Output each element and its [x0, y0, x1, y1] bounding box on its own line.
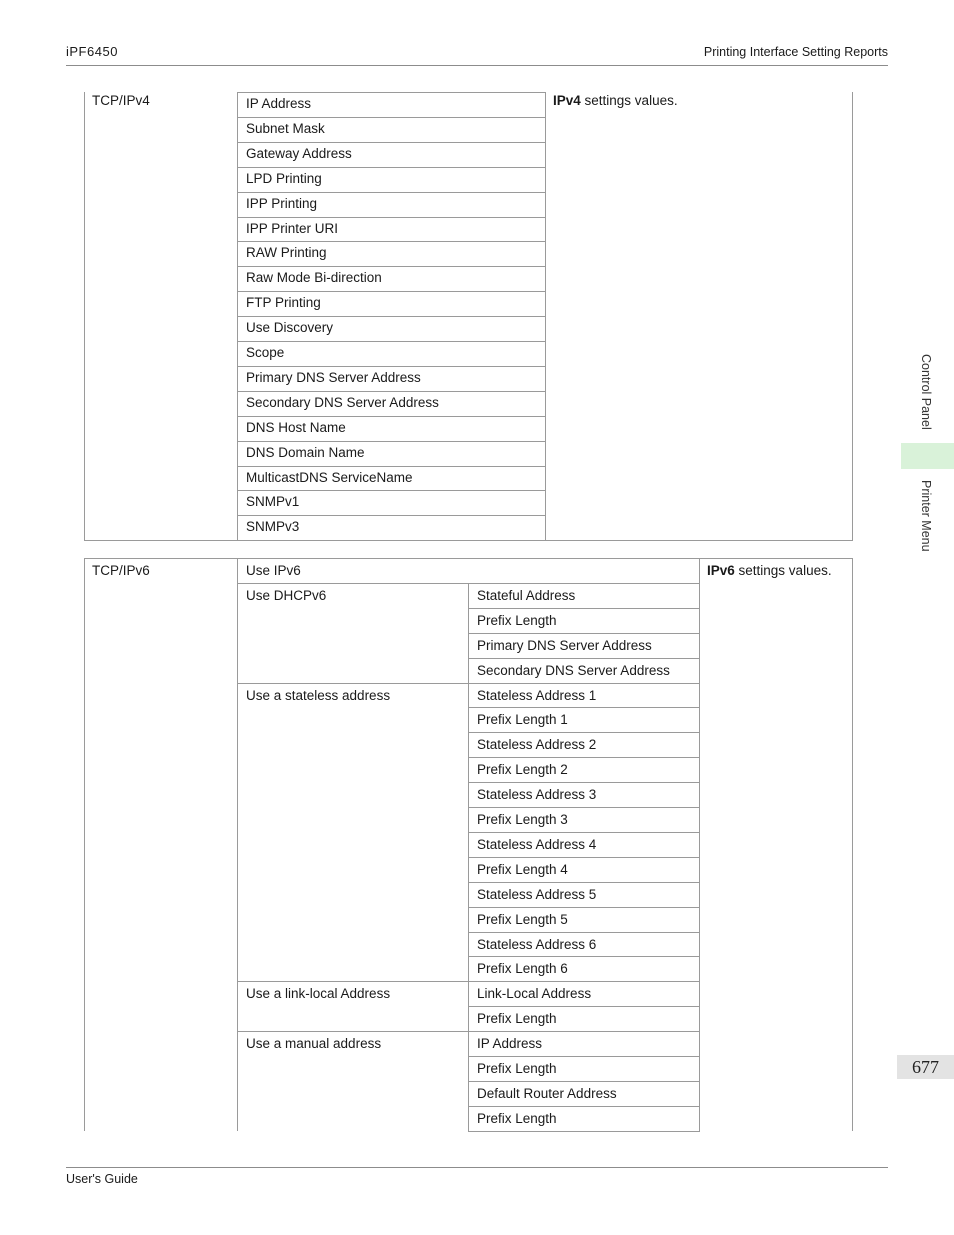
ipv4-setting-item: SNMPv3 — [246, 519, 300, 534]
row-divider — [237, 117, 546, 118]
row-divider — [468, 633, 700, 634]
table-right-border — [852, 92, 853, 541]
ipv6-setting-item: Link-Local Address — [477, 986, 592, 1001]
column-divider — [699, 558, 700, 1132]
row-divider — [237, 266, 546, 267]
row-divider — [468, 658, 700, 659]
ipv4-setting-item: FTP Printing — [246, 295, 321, 310]
row-divider — [468, 832, 700, 833]
description-keyword: IPv4 — [553, 93, 581, 108]
row-divider — [468, 1056, 700, 1057]
description-text: settings values. — [734, 563, 832, 578]
row-divider — [468, 882, 700, 883]
active-tab-marker — [901, 443, 954, 469]
row-divider — [237, 366, 546, 367]
ipv6-setting-item: Prefix Length 6 — [477, 961, 568, 976]
row-divider — [468, 608, 700, 609]
ipv6-setting-item: Prefix Length — [477, 1061, 557, 1076]
row-divider — [237, 142, 546, 143]
ipv6-setting-item: Prefix Length 1 — [477, 712, 568, 727]
ipv4-setting-item: LPD Printing — [246, 171, 322, 186]
row-divider — [468, 857, 700, 858]
ipv6-setting-item: Stateless Address 5 — [477, 887, 597, 902]
row-divider — [237, 341, 546, 342]
ipv6-setting-item: Default Router Address — [477, 1086, 617, 1101]
ipv6-setting-item: Stateless Address 3 — [477, 787, 597, 802]
table-left-border — [84, 92, 85, 541]
ipv6-section-label: TCP/IPv6 — [92, 563, 150, 578]
row-divider — [237, 441, 546, 442]
ipv6-setting-item: Stateless Address 1 — [477, 688, 597, 703]
header-section-title: Printing Interface Setting Reports — [703, 45, 888, 59]
ipv6-setting-item: Secondary DNS Server Address — [477, 663, 670, 678]
row-divider — [468, 707, 700, 708]
ipv4-setting-item: IP Address — [246, 96, 312, 111]
row-divider — [468, 956, 700, 957]
row-divider — [237, 167, 546, 168]
ipv6-setting-item: Primary DNS Server Address — [477, 638, 652, 653]
table-left-border — [84, 558, 85, 1131]
ipv6-setting-item: Prefix Length — [477, 1011, 557, 1026]
row-divider — [237, 291, 546, 292]
ipv4-description — [553, 93, 678, 109]
ipv4-setting-item: Subnet Mask — [246, 121, 325, 136]
ipv6-setting-item: Stateless Address 2 — [477, 737, 597, 752]
ipv6-top-setting-item: Use IPv6 — [246, 563, 301, 578]
row-divider — [468, 757, 700, 758]
row-divider — [468, 1006, 700, 1007]
row-divider — [237, 466, 546, 467]
row-divider — [237, 416, 546, 417]
ipv6-group-name: Use a manual address — [246, 1036, 382, 1051]
row-divider — [468, 932, 700, 933]
row-divider — [237, 241, 546, 242]
ipv4-setting-item: Use Discovery — [246, 320, 334, 335]
tab-control-panel[interactable]: Control Panel — [919, 354, 933, 430]
ipv6-setting-item: Prefix Length 2 — [477, 762, 568, 777]
ipv6-group-name: Use a stateless address — [246, 688, 391, 703]
row-divider — [237, 490, 546, 491]
footer-rule — [66, 1167, 888, 1168]
row-divider — [237, 92, 546, 93]
ipv4-setting-item: Gateway Address — [246, 146, 352, 161]
row-divider — [237, 192, 546, 193]
ipv6-setting-item: Stateful Address — [477, 588, 576, 603]
row-divider — [468, 907, 700, 908]
ipv4-setting-item: IPP Printer URI — [246, 221, 339, 236]
footer-guide-title: User's Guide — [66, 1172, 138, 1186]
ipv4-section-label: TCP/IPv4 — [92, 93, 150, 108]
row-divider — [237, 217, 546, 218]
row-divider — [468, 732, 700, 733]
ipv4-setting-item: DNS Host Name — [246, 420, 346, 435]
ipv6-setting-item: Prefix Length 4 — [477, 862, 568, 877]
row-divider — [468, 1106, 700, 1107]
ipv6-setting-item: Prefix Length — [477, 1111, 557, 1126]
ipv6-setting-item: Prefix Length 5 — [477, 912, 568, 927]
description-text: settings values. — [580, 93, 678, 108]
ipv4-setting-item: Primary DNS Server Address — [246, 370, 421, 385]
ipv4-setting-item: SNMPv1 — [246, 494, 300, 509]
ipv4-setting-item: IPP Printing — [246, 196, 318, 211]
ipv4-setting-item: MulticastDNS ServiceName — [246, 470, 413, 485]
table-right-border — [852, 558, 853, 1131]
ipv6-group-name: Use DHCPv6 — [246, 588, 327, 603]
ipv6-setting-item: Stateless Address 4 — [477, 837, 597, 852]
ipv4-setting-item: Raw Mode Bi-direction — [246, 270, 382, 285]
row-divider — [237, 515, 546, 516]
ipv6-setting-item: IP Address — [477, 1036, 543, 1051]
ipv4-setting-item: DNS Domain Name — [246, 445, 365, 460]
row-divider — [468, 1081, 700, 1082]
table-top-border — [84, 558, 853, 559]
row-divider — [468, 782, 700, 783]
ipv4-setting-item: Scope — [246, 345, 285, 360]
header-rule — [66, 65, 888, 66]
table-bottom-border — [468, 1131, 700, 1132]
ipv4-setting-item: RAW Printing — [246, 245, 327, 260]
description-keyword: IPv6 — [707, 563, 735, 578]
row-divider — [237, 316, 546, 317]
column-divider — [237, 558, 238, 1131]
ipv6-description — [707, 563, 832, 579]
header-model: iPF6450 — [66, 44, 118, 59]
ipv6-setting-item: Stateless Address 6 — [477, 937, 597, 952]
ipv6-group-name: Use a link-local Address — [246, 986, 391, 1001]
row-divider — [468, 807, 700, 808]
row-divider — [237, 391, 546, 392]
tab-printer-menu[interactable]: Printer Menu — [919, 480, 933, 552]
table-bottom-border — [84, 540, 853, 541]
ipv6-setting-item: Prefix Length — [477, 613, 557, 628]
ipv4-setting-item: Secondary DNS Server Address — [246, 395, 439, 410]
page-number: 677 — [897, 1055, 954, 1079]
ipv6-setting-item: Prefix Length 3 — [477, 812, 568, 827]
